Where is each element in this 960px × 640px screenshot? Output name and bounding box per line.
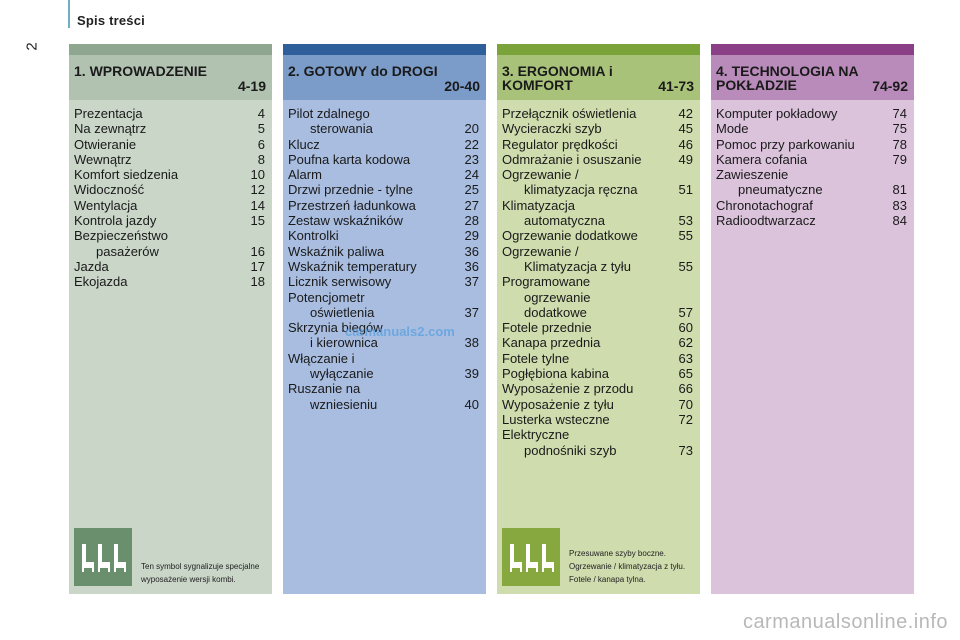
toc-entry[interactable] [74, 152, 267, 167]
toc-entry-label: Kanapa przednia [502, 335, 601, 351]
toc-entry-page: 73 [678, 442, 693, 458]
toc-entry-page: 53 [678, 213, 693, 229]
toc-entry[interactable] [716, 213, 909, 228]
toc-entry-label: Przełącznik oświetlenia [502, 106, 637, 121]
toc-entry-label: Komfort siedzenia [74, 167, 179, 183]
toc-entry[interactable] [288, 228, 481, 243]
toc-entry-page: 79 [892, 151, 907, 167]
toc-entry-label: ogrzewanie [524, 289, 591, 305]
toc-entry-label: Ogrzewanie dodatkowe [502, 228, 638, 244]
toc-entry[interactable] [502, 320, 695, 335]
toc-entry-label: Mode [716, 121, 749, 137]
toc-entry-page: 14 [250, 197, 265, 213]
toc-entry-label: Zestaw wskaźników [288, 213, 403, 229]
section-ergonomics [497, 44, 700, 594]
toc-entry-page: 10 [250, 167, 265, 183]
toc-entry[interactable] [74, 213, 267, 228]
toc-entry-label: dodatkowe [524, 304, 587, 320]
section-entries [711, 100, 914, 228]
toc-entry-label: Klimatyzacja z tyłu [524, 258, 631, 274]
toc-entry-label: automatyczna [524, 213, 605, 229]
toc-entry-page: 12 [250, 182, 265, 198]
toc-entry-label: Kamera cofania [716, 151, 808, 167]
toc-entry-page: 27 [464, 197, 479, 213]
toc-entry[interactable] [502, 244, 695, 275]
toc-entry[interactable] [288, 259, 481, 274]
toc-entry-page: 83 [892, 197, 907, 213]
toc-entry-label: Komputer pokładowy [716, 106, 838, 121]
toc-entry-label: Jazda [74, 258, 109, 274]
toc-entry-label: Klucz [288, 136, 320, 152]
toc-entry-label: Radioodtwarzacz [716, 213, 816, 229]
toc-entry-page: 84 [892, 213, 907, 229]
toc-entry-page: 15 [250, 213, 265, 229]
toc-entry-page: 66 [678, 381, 693, 397]
toc-entry[interactable] [288, 182, 481, 197]
toc-entry-label: Pomoc przy parkowaniu [716, 136, 855, 152]
toc-entry-label: sterowania [310, 121, 373, 137]
section-page-range: 4-19 [237, 78, 266, 94]
toc-entry-page: 20 [464, 121, 479, 137]
toc-entry-label: Regulator prędkości [502, 136, 618, 152]
toc-entry-page: 60 [678, 320, 693, 336]
page-title: Spis treści [77, 13, 145, 28]
toc-entry-page: 16 [250, 243, 265, 259]
toc-entry-label: Wyposażenie z tyłu [502, 396, 614, 412]
toc-entry-label: Pilot zdalnego [288, 106, 370, 121]
toc-entry-page: 81 [892, 182, 907, 198]
section-introduction [69, 44, 272, 594]
section-title: 3. ERGONOMIA i KOMFORT [502, 63, 613, 93]
toc-entry[interactable] [288, 167, 481, 182]
section-entries [497, 100, 700, 458]
toc-entry-page: 37 [464, 274, 479, 290]
toc-entry-page: 51 [678, 182, 693, 198]
toc-entry[interactable] [502, 381, 695, 396]
toc-entry[interactable] [502, 427, 695, 458]
toc-entry-label: Ogrzewanie / [502, 167, 579, 183]
toc-entry-label: Ekojazda [74, 274, 128, 290]
toc-entry-label: pasażerów [96, 243, 159, 259]
toc-entry-page: 57 [678, 304, 693, 320]
toc-entry[interactable] [288, 152, 481, 167]
toc-entry-page: 37 [464, 304, 479, 320]
toc-entry-page: 55 [678, 258, 693, 274]
footer-watermark: carmanualsonline.info [742, 611, 948, 633]
toc-entry-page: 4 [257, 106, 265, 121]
toc-entry[interactable] [502, 106, 695, 121]
toc-entry-page: 63 [678, 350, 693, 366]
toc-entry-page: 49 [678, 151, 693, 167]
toc-entry-page: 23 [464, 151, 479, 167]
toc-entry-page: 65 [678, 366, 693, 382]
page-number: 2 [23, 42, 41, 51]
toc-entry-page: 70 [678, 396, 693, 412]
toc-entry[interactable] [502, 335, 695, 350]
toc-entry[interactable] [74, 121, 267, 136]
section-technology [711, 44, 914, 594]
section-title: 2. GOTOWY do DROGI [288, 63, 438, 79]
toc-entry-label: Ruszanie na [288, 381, 361, 397]
toc-entry[interactable] [716, 137, 909, 152]
toc-entry-page: 24 [464, 167, 479, 183]
toc-entry-label: wyłączanie [310, 366, 374, 382]
toc-entry[interactable] [502, 167, 695, 198]
header-rule [68, 0, 70, 28]
section-color-strip [69, 44, 272, 55]
toc-entry[interactable] [74, 259, 267, 274]
watermark: carmanuals2.com [345, 324, 455, 339]
toc-entry-label: Wskaźnik paliwa [288, 243, 385, 259]
section-entries [69, 100, 272, 290]
toc-entry[interactable] [502, 137, 695, 152]
toc-entry[interactable] [502, 198, 695, 229]
toc-entry-page: 18 [250, 274, 265, 290]
toc-entry-page: 36 [464, 258, 479, 274]
section-entries [283, 100, 486, 412]
section-title: 1. WPROWADZENIE [74, 63, 208, 79]
toc-entry-page: 17 [250, 258, 265, 274]
toc-entry[interactable] [74, 274, 267, 289]
toc-entry-label: Chronotachograf [716, 197, 813, 213]
toc-entry-page: 72 [678, 411, 693, 427]
toc-entry[interactable] [74, 106, 267, 121]
toc-entry-page: 25 [464, 182, 479, 198]
toc-entry-page: 55 [678, 228, 693, 244]
toc-entry-label: Widoczność [74, 182, 145, 198]
toc-entry[interactable] [288, 351, 481, 382]
toc-entry-page: 38 [464, 335, 479, 351]
section-header [283, 55, 486, 100]
toc-entry[interactable] [502, 152, 695, 167]
toc-entry-label: Bezpieczeństwo [74, 228, 168, 244]
toc-entry[interactable] [288, 290, 481, 321]
toc-entry-label: Wewnątrz [74, 151, 132, 167]
section-page-range: 20-40 [444, 78, 480, 94]
toc-entry-label: podnośniki szyb [524, 442, 617, 458]
toc-entry[interactable] [716, 121, 909, 136]
toc-entry[interactable] [502, 121, 695, 136]
toc-entry-label: Kontrolki [288, 228, 339, 244]
toc-entry-page: 22 [464, 136, 479, 152]
toc-entry-page: 74 [892, 106, 907, 121]
toc-entry-label: Wyposażenie z przodu [502, 381, 634, 397]
toc-entry-label: Odmrażanie i osuszanie [502, 151, 642, 167]
toc-entry-label: i kierownica [310, 335, 378, 351]
toc-entry[interactable] [502, 351, 695, 366]
toc-entry-page: 6 [257, 136, 265, 152]
toc-entry-page: 46 [678, 136, 693, 152]
symbol-note: Przesuwane szyby boczne. Ogrzewanie / klimatyzacja z tyłu. Fotele / kanapa tylna. [569, 549, 686, 584]
section-page-range: 74-92 [872, 78, 908, 94]
toc-entry[interactable] [288, 381, 481, 412]
toc-entry-label: Na zewnątrz [74, 121, 147, 137]
section-color-strip [497, 44, 700, 55]
section-ready-to-drive [283, 44, 486, 594]
toc-entry-label: Licznik serwisowy [288, 274, 392, 290]
toc-entry-page: 8 [257, 151, 265, 167]
toc-entry-page: 75 [892, 121, 907, 137]
toc-entry-page: 28 [464, 213, 479, 229]
toc-entry[interactable] [288, 244, 481, 259]
section-header [497, 55, 700, 100]
toc-entry[interactable] [716, 198, 909, 213]
symbol-note: Ten symbol sygnalizuje specjalne wyposażenie wersji kombi. [141, 562, 260, 584]
seat-symbol-icon [74, 528, 132, 586]
toc-entry[interactable] [74, 228, 267, 259]
toc-entry-page: 39 [464, 366, 479, 382]
toc-entry-label: pneumatyczne [738, 182, 823, 198]
toc-entry-label: Ogrzewanie / [502, 243, 579, 259]
toc-entry[interactable] [74, 198, 267, 213]
toc-entry[interactable] [288, 106, 481, 137]
toc-entry-label: Fotele tylne [502, 350, 570, 366]
toc-entry-label: Drzwi przednie - tylne [288, 182, 413, 198]
toc-entry[interactable] [502, 274, 695, 320]
seat-symbol-icon [502, 528, 560, 586]
toc-entry-label: klimatyzacja ręczna [524, 182, 638, 198]
toc-entry-label: Otwieranie [74, 136, 137, 152]
toc-entry-page: 40 [464, 396, 479, 412]
toc-entry-label: Poufna karta kodowa [288, 151, 411, 167]
toc-entry-page: 45 [678, 121, 693, 137]
toc-entry-label: Lusterka wsteczne [502, 411, 610, 427]
toc-entry-page: 5 [257, 121, 265, 137]
toc-entry[interactable] [502, 412, 695, 427]
section-page-range: 41-73 [658, 78, 694, 94]
toc-entry-label: Przestrzeń ładunkowa [288, 197, 416, 213]
toc-entry[interactable] [288, 137, 481, 152]
toc-entry-label: Skrzynia biegów [288, 320, 383, 336]
toc-entry[interactable] [74, 137, 267, 152]
section-color-strip [283, 44, 486, 55]
section-color-strip [711, 44, 914, 55]
toc-entry[interactable] [74, 182, 267, 197]
toc-entry[interactable] [288, 274, 481, 289]
toc-entry-label: Alarm [288, 167, 322, 183]
toc-entry-page: 42 [678, 106, 693, 121]
toc-entry[interactable] [716, 152, 909, 167]
toc-entry-label: Wskaźnik temperatury [288, 258, 417, 274]
toc-entry-label: wzniesieniu [310, 396, 378, 412]
toc-entry-label: Kontrola jazdy [74, 213, 157, 229]
toc-entry-label: Prezentacja [74, 106, 143, 121]
toc-entry-label: Włączanie i [288, 350, 355, 366]
toc-entry-label: Fotele przednie [502, 320, 592, 336]
toc-entry[interactable] [502, 397, 695, 412]
toc-entry[interactable] [288, 198, 481, 213]
toc-entry-label: Pogłębiona kabina [502, 366, 609, 382]
section-header [69, 55, 272, 100]
toc-entry-label: Wycieraczki szyb [502, 121, 602, 137]
toc-entry[interactable] [74, 167, 267, 182]
toc-entry-page: 62 [678, 335, 693, 351]
toc-entry-page: 36 [464, 243, 479, 259]
toc-entry-label: Wentylacja [74, 197, 138, 213]
toc-entry-page: 29 [464, 228, 479, 244]
toc-entry[interactable] [288, 213, 481, 228]
section-header [711, 55, 914, 100]
toc-entry-label: Klimatyzacja [502, 197, 575, 213]
toc-entry[interactable] [502, 228, 695, 243]
section-title: 4. TECHNOLOGIA NA POKŁADZIE [716, 63, 859, 93]
toc-entry[interactable] [716, 106, 909, 121]
toc-entry-label: Programowane [502, 274, 591, 290]
toc-entry-label: Elektryczne [502, 427, 570, 443]
toc-entry-label: Potencjometr [288, 289, 365, 305]
toc-entry[interactable] [716, 167, 909, 198]
toc-entry[interactable] [502, 366, 695, 381]
toc-entry-page: 78 [892, 136, 907, 152]
toc-entry-label: Zawieszenie [716, 167, 789, 183]
toc-entry-label: oświetlenia [310, 304, 375, 320]
